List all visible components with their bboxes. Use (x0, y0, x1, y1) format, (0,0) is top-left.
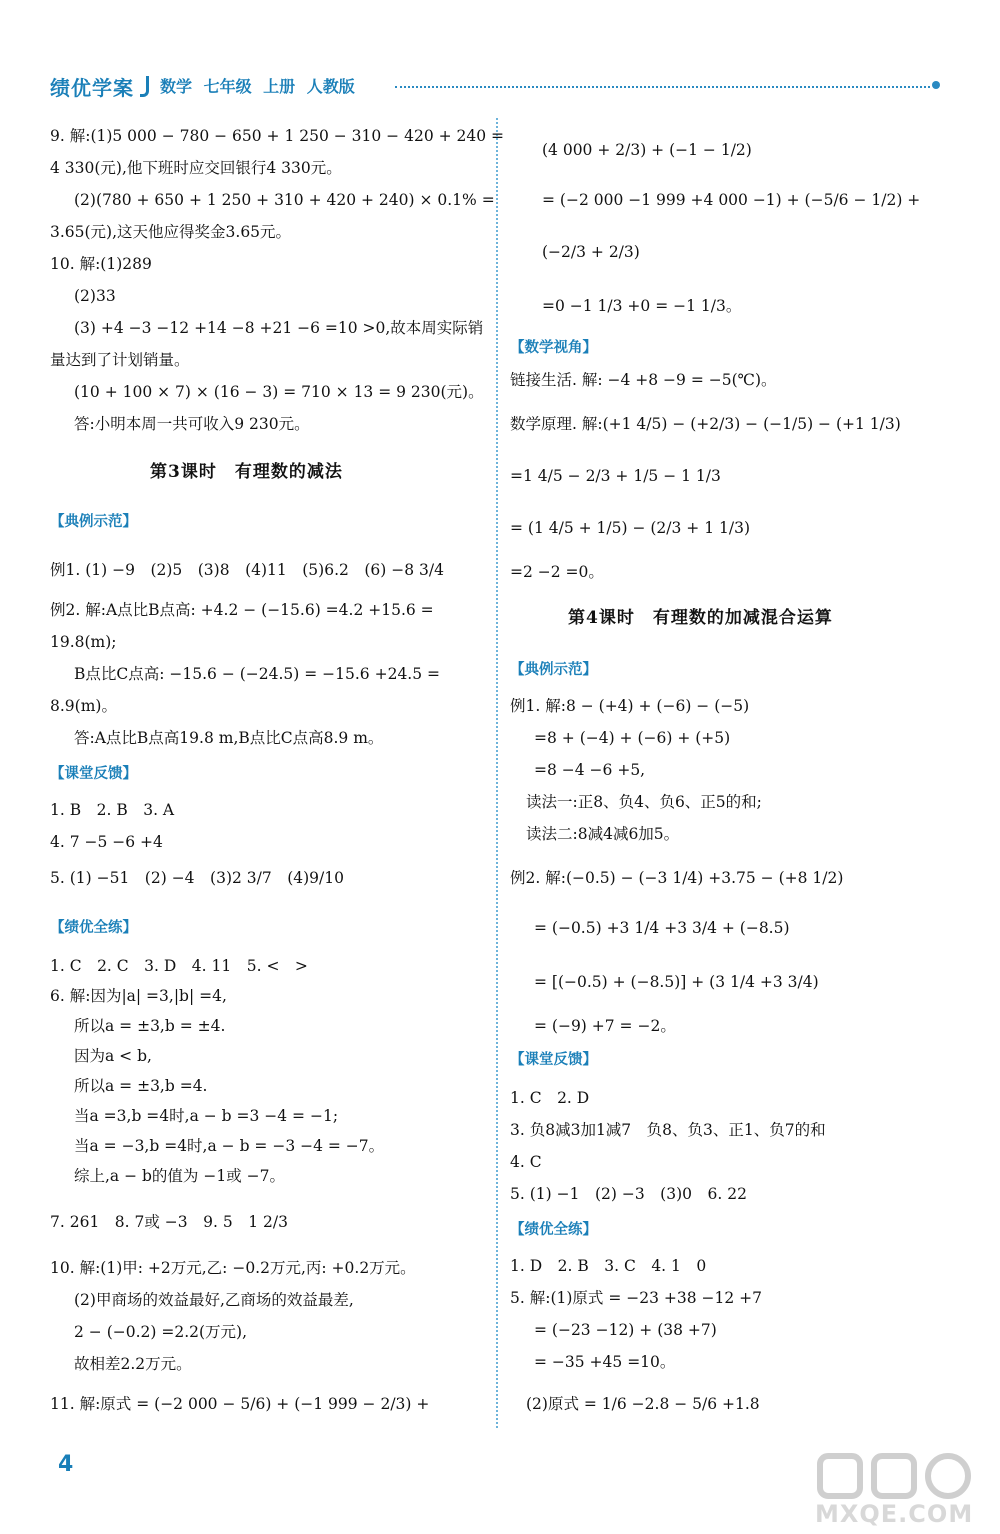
answer-line: 5. 解:(1)原式 = −23 +38 −12 +7 (510, 1289, 762, 1307)
answer-line: 读法二:8减4减6加5。 (526, 825, 680, 843)
page-number: 4 (58, 1452, 74, 1477)
tag-typical-examples: 【典例示范】 (510, 662, 597, 678)
answer-line: 3. 负8减3加1减7 负8、负3、正1、负7的和 (510, 1121, 826, 1139)
answer-line: 量达到了计划销量。 (50, 351, 190, 369)
answer-line: 读法一:正8、负4、负6、正5的和; (526, 793, 762, 811)
answer-line: = −35 +45 =10。 (534, 1353, 676, 1371)
answer-line: (2)原式 = 1/6 −2.8 − 5/6 +1.8 (526, 1395, 760, 1413)
answer-line: 链接生活. 解: −4 +8 −9 = −5(℃)。 (510, 371, 777, 389)
answer-line: 答:A点比B点高19.8 m,B点比C点高8.9 m。 (74, 729, 384, 747)
answer-line: =0 −1 1/3 +0 = −1 1/3。 (542, 297, 742, 315)
answer-line: (−2/3 + 2/3) (542, 243, 640, 261)
answer-line: 例1. (1) −9 (2)5 (3)8 (4)11 (5)6.2 (6) −8 3/4 (50, 561, 444, 579)
answer-line: 因为a < b, (74, 1047, 152, 1065)
column-divider (496, 118, 498, 1428)
page-header (50, 72, 940, 100)
answer-line: 1. C 2. C 3. D 4. 11 5. < > (50, 957, 308, 975)
watermark-text: MXQE.COM (815, 1500, 974, 1528)
header-dotted-rule (395, 86, 930, 88)
answer-line: =8 + (−4) + (−6) + (+5) (534, 729, 731, 747)
answer-line: 所以a = ±3,b =4. (74, 1077, 208, 1095)
answer-line: 例1. 解:8 − (+4) + (−6) − (−5) (510, 697, 750, 715)
answer-line: 5. (1) −1 (2) −3 (3)0 6. 22 (510, 1185, 747, 1203)
answer-line: 当a = −3,b =4时,a − b = −3 −4 = −7。 (74, 1137, 385, 1155)
tag-class-feedback: 【课堂反馈】 (510, 1052, 597, 1068)
header-dot-icon (932, 81, 940, 89)
answer-line: 答:小明本周一共可收入9 230元。 (74, 415, 310, 433)
answer-line: 例2. 解:A点比B点高: +4.2 − (−15.6) =4.2 +15.6 = (50, 601, 434, 619)
answer-line: 故相差2.2万元。 (74, 1355, 192, 1373)
tag-full-practice: 【绩优全练】 (50, 920, 137, 936)
answer-line: 2 − (−0.2) =2.2(万元), (74, 1323, 248, 1341)
answer-line: = (−23 −12) + (38 +7) (534, 1321, 717, 1339)
answer-line: 综上,a − b的值为 −1或 −7。 (74, 1167, 285, 1185)
answer-line: 8.9(m)。 (50, 697, 117, 715)
answer-line: = (−2 000 −1 999 +4 000 −1) + (−5/6 − 1/2) + (542, 191, 921, 209)
answer-line: 1. D 2. B 3. C 4. 1 0 (510, 1257, 707, 1275)
answer-line: = (1 4/5 + 1/5) − (2/3 + 1 1/3) (510, 519, 750, 537)
answer-line: =1 4/5 − 2/3 + 1/5 − 1 1/3 (510, 467, 721, 485)
book-subtitle: 数学 七年级 上册 人教版 (160, 77, 355, 96)
answer-line: (2)(780 + 650 + 1 250 + 310 + 420 + 240) × 0.1% = (74, 191, 495, 209)
answer-line: 11. 解:原式 = (−2 000 − 5/6) + (−1 999 − 2/3) + (50, 1395, 430, 1413)
answer-line: 5. (1) −51 (2) −4 (3)2 3/7 (4)9/10 (50, 869, 344, 887)
answer-line: 数学原理. 解:(+1 4/5) − (+2/3) − (−1/5) − (+1 1/3) (510, 415, 901, 433)
answer-line: = [(−0.5) + (−8.5)] + (3 1/4 +3 3/4) (534, 973, 819, 991)
answer-line: 7. 261 8. 7或 −3 9. 5 1 2/3 (50, 1213, 288, 1231)
answer-line: B点比C点高: −15.6 − (−24.5) = −15.6 +24.5 = (74, 665, 441, 683)
answer-line: 例2. 解:(−0.5) − (−3 1/4) +3.75 − (+8 1/2) (510, 869, 844, 887)
answer-line: 4. C (510, 1153, 542, 1171)
answer-line: =8 −4 −6 +5, (534, 761, 646, 779)
answer-line: (3) +4 −3 −12 +14 −8 +21 −6 =10 >0,故本周实际销 (74, 319, 484, 337)
answer-line: 19.8(m); (50, 633, 117, 651)
tag-typical-examples: 【典例示范】 (50, 514, 137, 530)
section-title-lesson-4: 第4课时 有理数的加减混合运算 (568, 608, 833, 628)
answer-line: = (−9) +7 = −2。 (534, 1017, 676, 1035)
answer-line: 所以a = ±3,b = ±4. (74, 1017, 226, 1035)
answer-line: 4. 7 −5 −6 +4 (50, 833, 163, 851)
answer-line: 1. B 2. B 3. A (50, 801, 175, 819)
answer-line: (10 + 100 × 7) × (16 − 3) = 710 × 13 = 9 230(元)。 (74, 383, 484, 401)
tag-class-feedback: 【课堂反馈】 (50, 766, 137, 782)
answer-line: 6. 解:因为|a| =3,|b| =4, (50, 987, 227, 1005)
answer-line: 10. 解:(1)甲: +2万元,乙: −0.2万元,丙: +0.2万元。 (50, 1259, 416, 1277)
brand-hook-icon (140, 76, 149, 97)
answer-line: (4 000 + 2/3) + (−1 − 1/2) (542, 141, 752, 159)
answer-line: (2)33 (74, 287, 116, 305)
answer-line: 10. 解:(1)289 (50, 255, 152, 273)
answer-line: 4 330(元),他下班时应交回银行4 330元。 (50, 159, 342, 177)
answer-line: (2)甲商场的效益最好,乙商场的效益最差, (74, 1291, 354, 1309)
answer-line: =2 −2 =0。 (510, 563, 604, 581)
tag-full-practice: 【绩优全练】 (510, 1222, 597, 1238)
brand-title: 绩优学案 (50, 76, 134, 100)
answer-line: 当a =3,b =4时,a − b =3 −4 = −1; (74, 1107, 339, 1125)
answer-line: 9. 解:(1)5 000 − 780 − 650 + 1 250 − 310 − 420 + 240 = (50, 127, 505, 145)
answer-line: = (−0.5) +3 1/4 +3 3/4 + (−8.5) (534, 919, 790, 937)
tag-math-perspective: 【数学视角】 (510, 340, 597, 356)
section-title-lesson-3: 第3课时 有理数的减法 (150, 462, 343, 482)
answer-line: 3.65(元),这天他应得奖金3.65元。 (50, 223, 292, 241)
answer-line: 1. C 2. D (510, 1089, 590, 1107)
